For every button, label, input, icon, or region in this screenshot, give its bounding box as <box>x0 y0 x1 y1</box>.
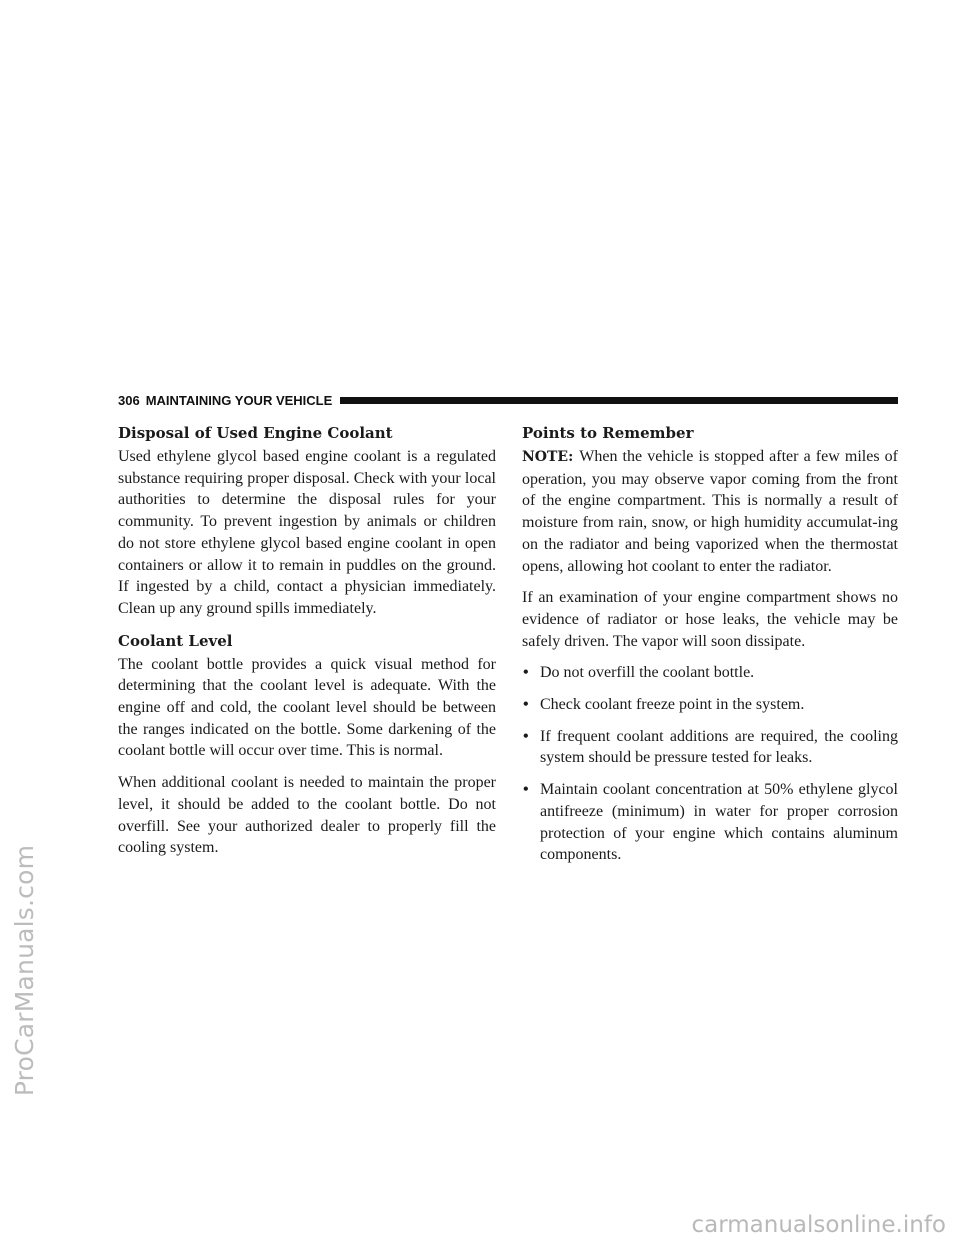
list-item-text: Maintain coolant concentration at 50% ethylene glycol antifreeze (minimum) in water for proper corrosion protection of your engine which contains aluminum components. <box>540 781 898 864</box>
list-item <box>522 662 898 684</box>
list-item-text: Do not overfill the coolant bottle. <box>540 664 755 682</box>
points-heading: Points to Remember <box>522 424 694 442</box>
bullet-icon: • <box>523 781 529 799</box>
coolant-level-paragraph-1: The coolant bottle provides a quick visual method for determining that the coolant level is adequate. With the engine off and cold, the coolant level should be between the ranges indicated on the bottle. Some darkening of the coolant bottle will occur over time. This is normal. <box>118 655 496 760</box>
side-watermark <box>8 760 42 1180</box>
disposal-heading: Disposal of Used Engine Coolant <box>118 424 393 442</box>
header-rule <box>340 397 898 404</box>
list-item <box>522 726 898 769</box>
list-item <box>522 694 898 716</box>
section-title: MAINTAINING YOUR VEHICLE <box>145 392 333 408</box>
examination-paragraph: If an examination of your engine compartment shows no evidence of radiator or hose leaks, the vehicle may be safely driven. The vapor will soon dissipate. <box>522 589 898 650</box>
list-item-text: If frequent coolant additions are required, the cooling system should be pressure tested for leaks. <box>540 727 898 767</box>
right-column <box>522 422 898 876</box>
page-number: 306 <box>118 392 140 408</box>
bullet-icon: • <box>523 696 529 714</box>
coolant-level-paragraph-2: When additional coolant is needed to maintain the proper level, it should be added to the coolant bottle. Do not overfill. See your authorized dealer to properly fill the cooling system. <box>118 774 496 857</box>
left-column <box>118 422 496 869</box>
page-header <box>118 391 898 409</box>
disposal-paragraph: Used ethylene glycol based engine coolant is a regulated substance requiring proper disposal. Check with your local authorities to determine the disposal rules for your community. To prevent ingestion by animals or children do not store ethylene glycol based engine coolant in open containers or allow it to remain in puddles on the ground. If ingested by a child, contact a physician immediately. Clean up any ground spills immediately. <box>118 448 496 617</box>
reminder-list <box>522 662 898 866</box>
note-label: NOTE: <box>522 449 574 465</box>
bullet-icon: • <box>523 664 529 682</box>
note-text: When the vehicle is stopped after a few miles of operation, you may observe vapor coming from the front of the engine compartment. This is normally a result of moisture from rain, snow, or high humidity accumulat-ing on the radiator and being vaporized when the thermostat opens, allowing hot coolant to enter the radiator. <box>522 448 898 575</box>
coolant-level-heading: Coolant Level <box>118 631 233 650</box>
side-watermark-text: ProCarManuals.com <box>10 844 40 1096</box>
list-item <box>522 779 898 866</box>
note-paragraph <box>522 446 898 577</box>
list-item-text: Check coolant freeze point in the system. <box>540 696 805 714</box>
bullet-icon: • <box>523 727 529 745</box>
bottom-watermark: carmanualsonline.info <box>691 1212 946 1238</box>
